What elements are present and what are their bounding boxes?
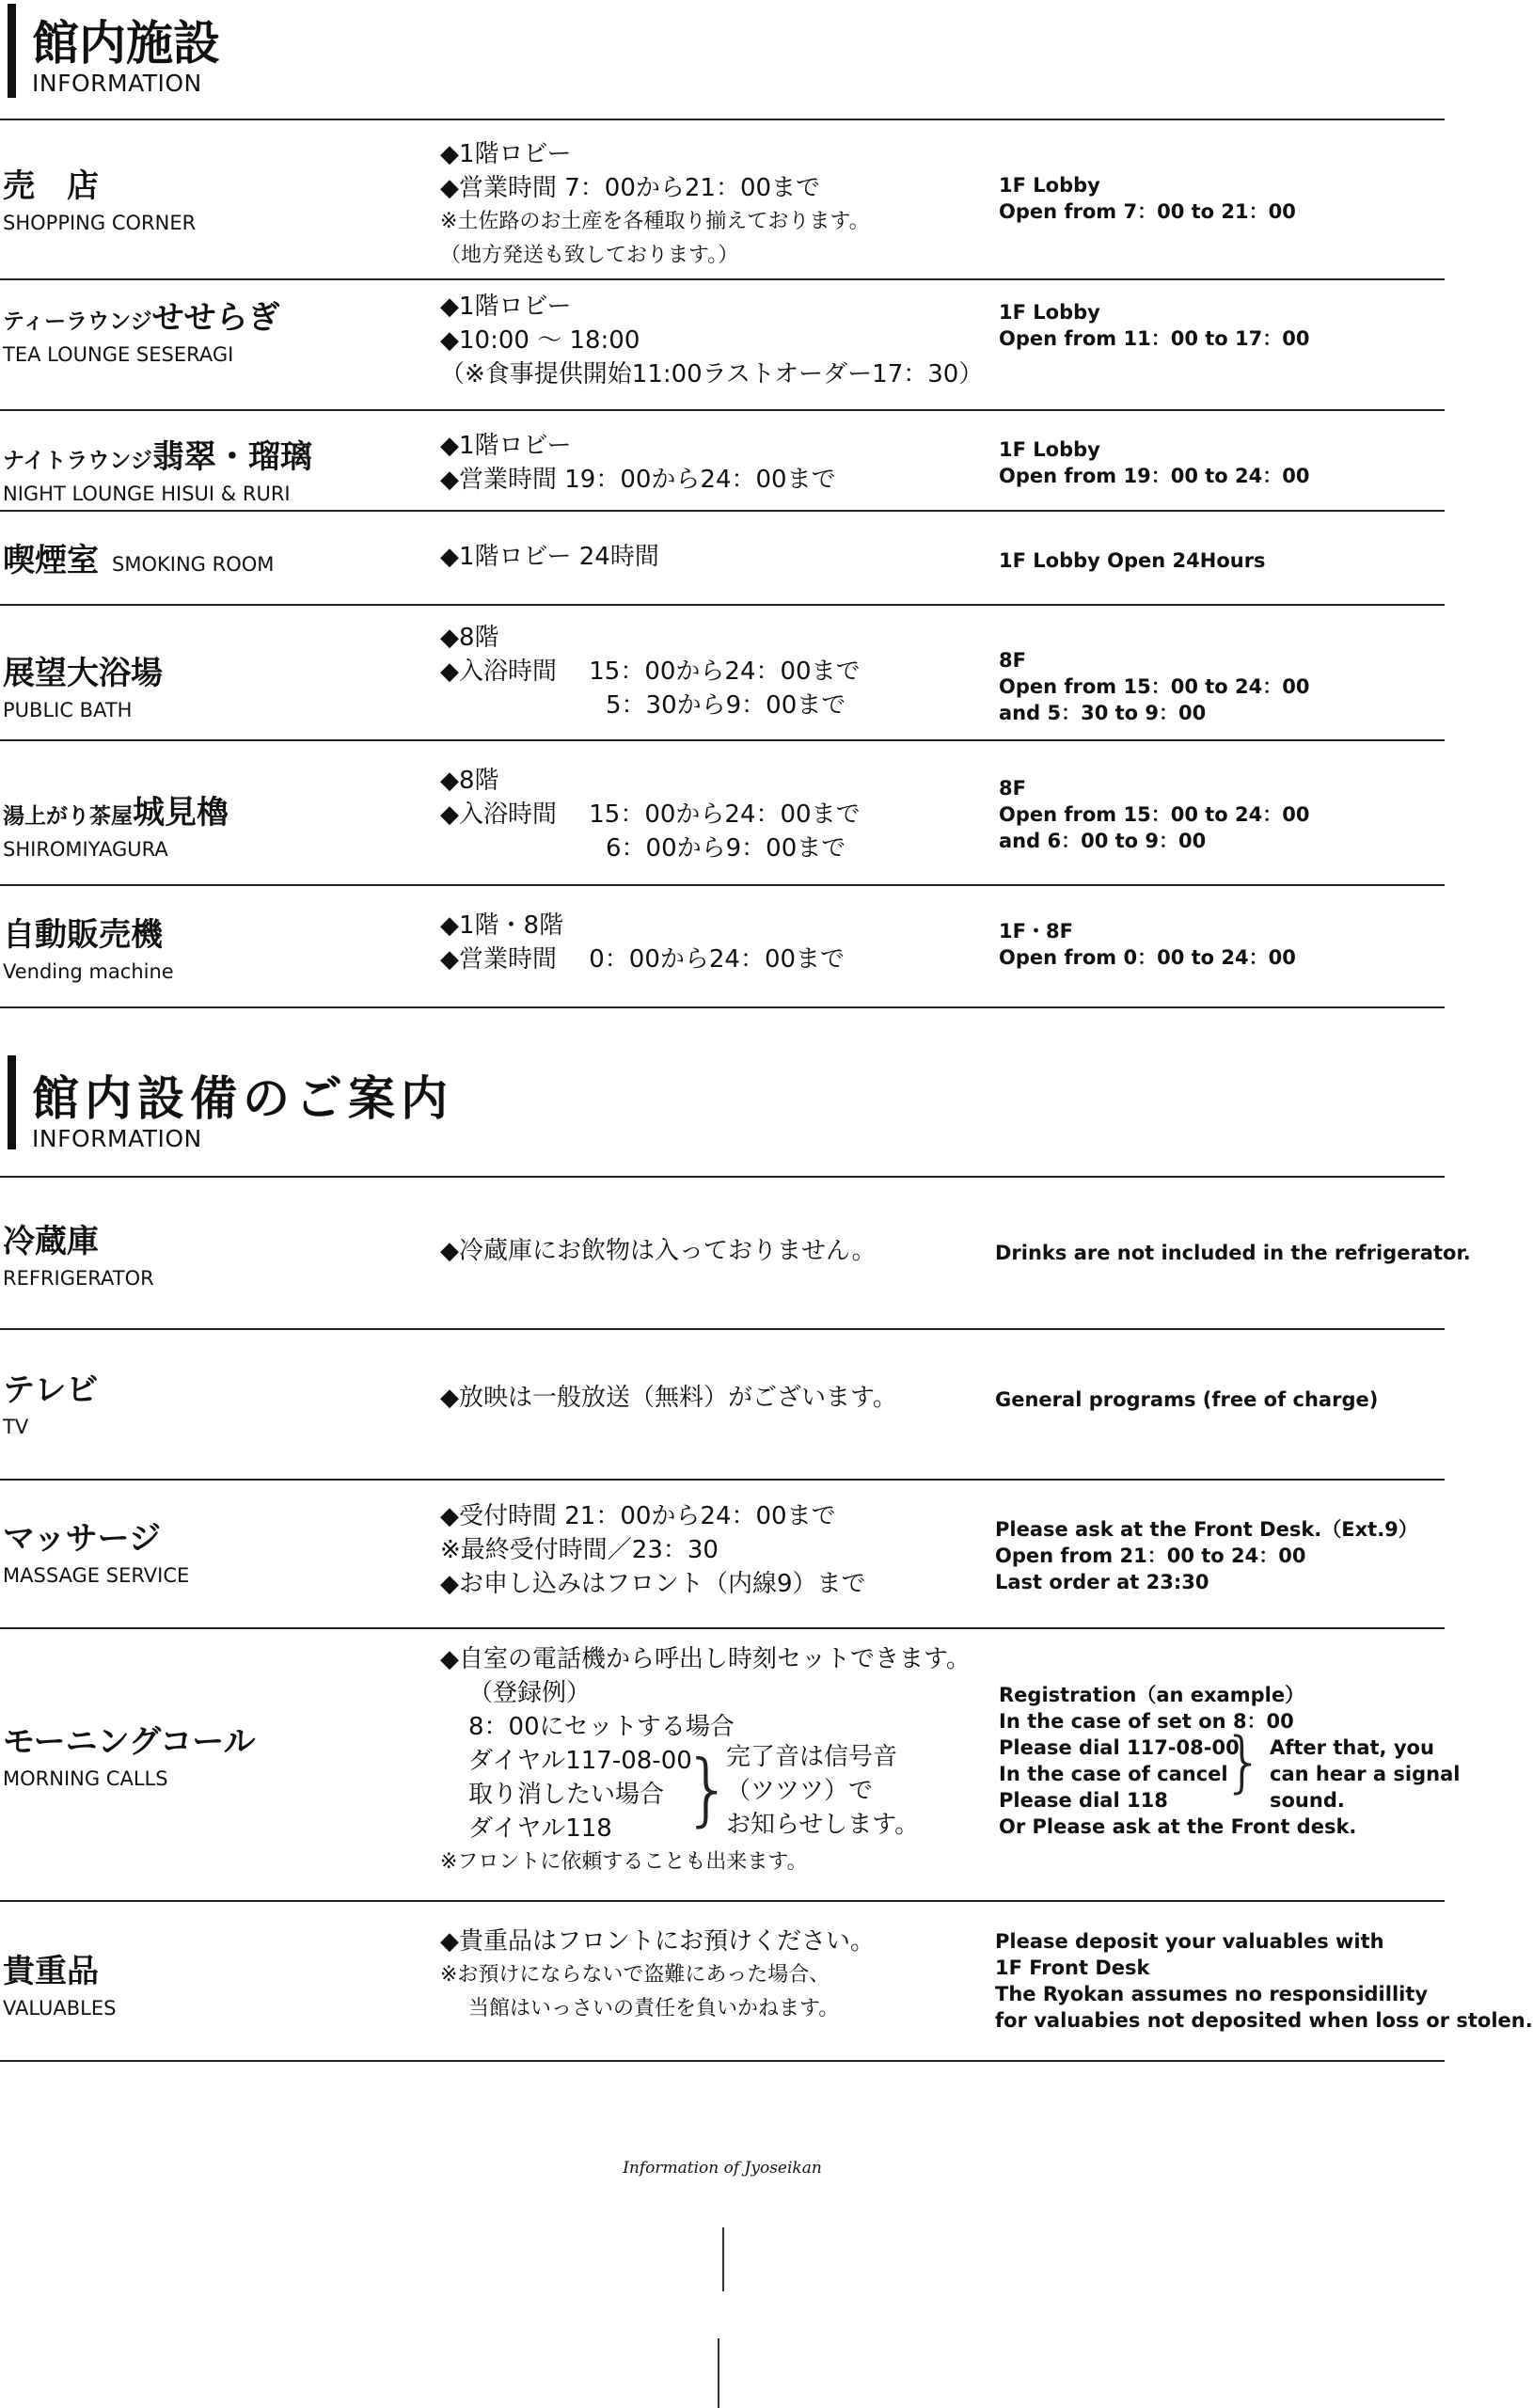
facility-name-jp: 城見櫓 [133, 794, 229, 832]
notice-line: お知らせします。 [726, 1811, 920, 1839]
facility-name-jp: 翡翠・瑠璃 [151, 438, 312, 476]
detail-line-en: The Ryokan assumes no responsidillity [995, 1983, 1429, 2005]
equipment-name-jp: 貴重品 [3, 1953, 99, 1990]
detail-note: ※土佐路のお土産を各種取り揃えております。 [440, 210, 870, 233]
detail-line-en: Open from 21：00 to 24：00 [995, 1545, 1306, 1567]
facility-details-en [999, 172, 1296, 225]
facility-name-jp-prefix: ティーラウンジ [3, 309, 152, 334]
detail-line-en: Please deposit your valuables with [995, 1930, 1384, 1953]
equipment-name-valuables [3, 1945, 116, 2020]
detail-line: （登録例） [468, 1679, 592, 1707]
divider [0, 278, 1445, 280]
divider [0, 1176, 1445, 1178]
notice-line-en: After that, you [1270, 1736, 1434, 1759]
facility-name-en: Vending machine [3, 960, 174, 983]
detail-line-en: Last order at 23:30 [995, 1571, 1209, 1593]
notice-line-en: sound. [1270, 1789, 1345, 1812]
detail-line: ※最終受付時間／23：30 [440, 1536, 719, 1564]
facility-name-en: SMOKING ROOM [112, 553, 275, 576]
facility-name-jp: 展望大浴場 [3, 655, 163, 692]
facility-details-jp [440, 621, 861, 722]
equipment-details-jp [440, 1381, 897, 1415]
facility-name-jp-prefix: 湯上がり茶屋 [3, 804, 133, 829]
equipment-name-en: REFRIGERATOR [3, 1267, 154, 1290]
facility-name-smoking-room [3, 534, 274, 580]
detail-line-en: 1F Front Desk [995, 1956, 1150, 1979]
detail-line-en: Please ask at the Front Desk.（Ext.9） [995, 1518, 1418, 1541]
divider [0, 510, 1445, 512]
detail-line: ◆10:00 ～ 18:00 [440, 326, 640, 355]
facility-name-public-bath [3, 647, 163, 721]
notice-line-en: can hear a signal [1270, 1763, 1461, 1785]
detail-line-en: General programs (free of charge) [995, 1388, 1379, 1411]
divider [0, 884, 1445, 886]
detail-line: ◆1階ロビー [440, 140, 572, 168]
detail-line: ◆8階 [440, 767, 499, 795]
detail-line: 取り消したい場合 [468, 1781, 665, 1809]
detail-line: ◆1階・8階 [440, 911, 564, 940]
detail-line: 6：00から9：00まで [606, 834, 846, 863]
detail-line-en: Open from 15：00 to 24：00 [999, 675, 1310, 698]
facility-name-jp: 自動販売機 [3, 916, 163, 954]
facility-details-jp [440, 540, 659, 574]
notice-line: 完了音は信号音 [726, 1743, 898, 1771]
detail-line: ◆営業時間 7：00から21：00まで [440, 174, 821, 202]
equipment-details-en [995, 1386, 1378, 1413]
equipment-name-morning-calls [3, 1716, 256, 1790]
footer-vertical-line [722, 2227, 724, 2291]
divider [0, 1006, 1445, 1008]
detail-line-en: Open from 7：00 to 21：00 [999, 200, 1296, 223]
detail-line: ◆8階 [440, 624, 499, 652]
facility-details-jp [440, 429, 836, 497]
detail-line: ◆営業時間 0：00から24：00まで [440, 945, 846, 974]
detail-line-en: and 6：00 to 9：00 [999, 830, 1207, 852]
equipment-name-jp: マッサージ [3, 1520, 161, 1558]
section-title: 館内施設 [32, 16, 220, 71]
detail-line-en: 1F Lobby [999, 438, 1100, 461]
facility-name-jp: 売 店 [3, 167, 99, 205]
divider [0, 739, 1445, 741]
detail-line: ◆営業時間 19：00から24：00まで [440, 466, 836, 494]
notice-en [1270, 1735, 1460, 1814]
divider [0, 1479, 1445, 1481]
equipment-name-en: MORNING CALLS [3, 1767, 168, 1790]
facility-details-en [999, 299, 1309, 352]
detail-line: ◆貴重品はフロントにお預けください。 [440, 1927, 875, 1956]
equipment-name-massage [3, 1513, 189, 1587]
equipment-name-tv [3, 1364, 98, 1438]
equipment-details-en [995, 1516, 1418, 1595]
detail-line: ◆入浴時間 15：00から24：00まで [440, 800, 861, 829]
detail-line-en: In the case of cancel [999, 1763, 1228, 1785]
facility-name-en: TEA LOUNGE SESERAGI [3, 343, 234, 366]
equipment-details-jp [440, 1925, 875, 2026]
equipment-name-en: VALUABLES [3, 1997, 117, 2020]
equipment-name-jp: 冷蔵庫 [3, 1223, 99, 1260]
section-accent-bar [8, 1055, 16, 1149]
notice-line: （ツツツ）で [726, 1777, 874, 1805]
detail-line-en: 8F [999, 777, 1026, 800]
detail-line: ◆1階ロビー [440, 432, 572, 460]
facility-details-en [999, 436, 1309, 489]
detail-line-en: Open from 19：00 to 24：00 [999, 465, 1310, 487]
detail-line: ダイヤル117-08-00 [468, 1747, 692, 1775]
equipment-name-jp: モーニングコール [3, 1723, 256, 1761]
equipment-name-refrigerator [3, 1215, 154, 1290]
divider [0, 2060, 1445, 2062]
footer-vertical-line [718, 2338, 719, 2408]
section-accent-bar [8, 4, 16, 98]
facility-details-en [999, 647, 1309, 726]
facility-name-en: SHIROMIYAGURA [3, 838, 168, 861]
detail-line-en: In the case of set on 8：00 [999, 1710, 1294, 1733]
detail-note: ※お預けにならないで盗難にあった場合、 [440, 1963, 830, 1987]
facility-details-jp [440, 909, 845, 976]
detail-line-en: 1F Lobby [999, 174, 1100, 197]
equipment-name-en: MASSAGE SERVICE [3, 1564, 190, 1587]
divider [0, 1627, 1445, 1629]
facility-name-jp: 喫煙室 [3, 542, 99, 579]
detail-line-en: Or Please ask at the Front desk. [999, 1815, 1357, 1838]
detail-line-en: 8F [999, 649, 1026, 672]
detail-line: ◆受付時間 21：00から24：00まで [440, 1502, 836, 1530]
divider [0, 1900, 1445, 1902]
detail-line-en: Open from 11：00 to 17：00 [999, 327, 1310, 350]
divider [0, 604, 1445, 606]
detail-line: （※食事提供開始11:00ラストオーダー17：30） [440, 360, 984, 388]
facility-name-tea-lounge [3, 292, 280, 366]
brace-en: } [1223, 1723, 1265, 1800]
detail-line-en: Drinks are not included in the refrigerator. [995, 1242, 1471, 1264]
detail-line-en: 1F Lobby Open 24Hours [999, 549, 1266, 572]
facility-name-en: SHOPPING CORNER [3, 212, 197, 234]
footer-caption: Information of Jyoseikan [623, 2159, 822, 2178]
section-subtitle: INFORMATION [32, 70, 202, 97]
facility-details-jp [440, 764, 861, 865]
detail-line-en: Please dial 117-08-00 [999, 1736, 1240, 1759]
detail-line-en: and 5：30 to 9：00 [999, 702, 1207, 724]
detail-line: ◆放映は一般放送（無料）がございます。 [440, 1384, 897, 1412]
detail-line-en: 1F・8F [999, 920, 1073, 943]
equipment-details-jp [440, 1499, 866, 1601]
facility-name-jp-prefix: ナイトラウンジ [3, 449, 152, 473]
detail-line-en: Open from 15：00 to 24：00 [999, 803, 1310, 826]
detail-line: ◆冷蔵庫にお飲物は入っておりません。 [440, 1237, 877, 1265]
divider [0, 119, 1445, 120]
detail-line-en: Registration（an example） [999, 1684, 1305, 1706]
notice-jp [726, 1740, 919, 1842]
detail-line: ◆1階ロビー [440, 293, 572, 321]
facility-name-en: NIGHT LOUNGE HISUI & RURI [3, 483, 291, 505]
facility-name-night-lounge [3, 431, 312, 505]
divider [0, 1328, 1445, 1330]
facility-name-shopping [3, 160, 196, 234]
equipment-name-en: TV [3, 1416, 29, 1438]
detail-line-en: Open from 0：00 to 24：00 [999, 946, 1296, 969]
detail-line: ダイヤル118 [468, 1814, 612, 1843]
equipment-details-en [995, 1240, 1471, 1266]
facility-details-en [999, 547, 1266, 574]
facility-details-en [999, 775, 1309, 854]
detail-note: （地方発送も致しております。） [440, 244, 739, 267]
detail-line-en: 1F Lobby [999, 301, 1100, 324]
detail-line-en: for valuabies not deposited when loss or stolen. [995, 2009, 1533, 2032]
facility-details-jp [440, 137, 870, 273]
detail-line: ◆入浴時間 15：00から24：00まで [440, 657, 861, 686]
detail-note: 当館はいっさいの責任を負いかねます。 [468, 1997, 840, 2020]
facility-name-en: PUBLIC BATH [3, 699, 133, 721]
detail-line: 5：30から9：00まで [606, 691, 846, 720]
detail-line: ◆お申し込みはフロント（内線9）まで [440, 1570, 866, 1598]
section-subtitle: INFORMATION [32, 1125, 202, 1152]
equipment-details-en [995, 1928, 1533, 2034]
brace-jp: } [683, 1743, 734, 1835]
equipment-details-jp [440, 1234, 877, 1268]
facility-name-jp: せせらぎ [151, 299, 280, 337]
detail-line: 8：00にセットする場合 [468, 1713, 735, 1741]
divider [0, 409, 1445, 411]
detail-line: ◆自室の電話機から呼出し時刻セットできます。 [440, 1645, 971, 1673]
facility-name-shiromiyagura [3, 786, 229, 861]
section-title: 館内設備のご案内 [32, 1071, 453, 1126]
detail-line: ◆1階ロビー 24時間 [440, 543, 659, 571]
equipment-name-jp: テレビ [3, 1371, 99, 1409]
facility-details-en [999, 918, 1296, 971]
detail-line-en: Please dial 118 [999, 1789, 1168, 1812]
facility-details-jp [440, 290, 983, 391]
detail-note: ※フロントに依頼することも出来ます。 [440, 1850, 808, 1874]
facility-name-vending-machine [3, 909, 174, 983]
